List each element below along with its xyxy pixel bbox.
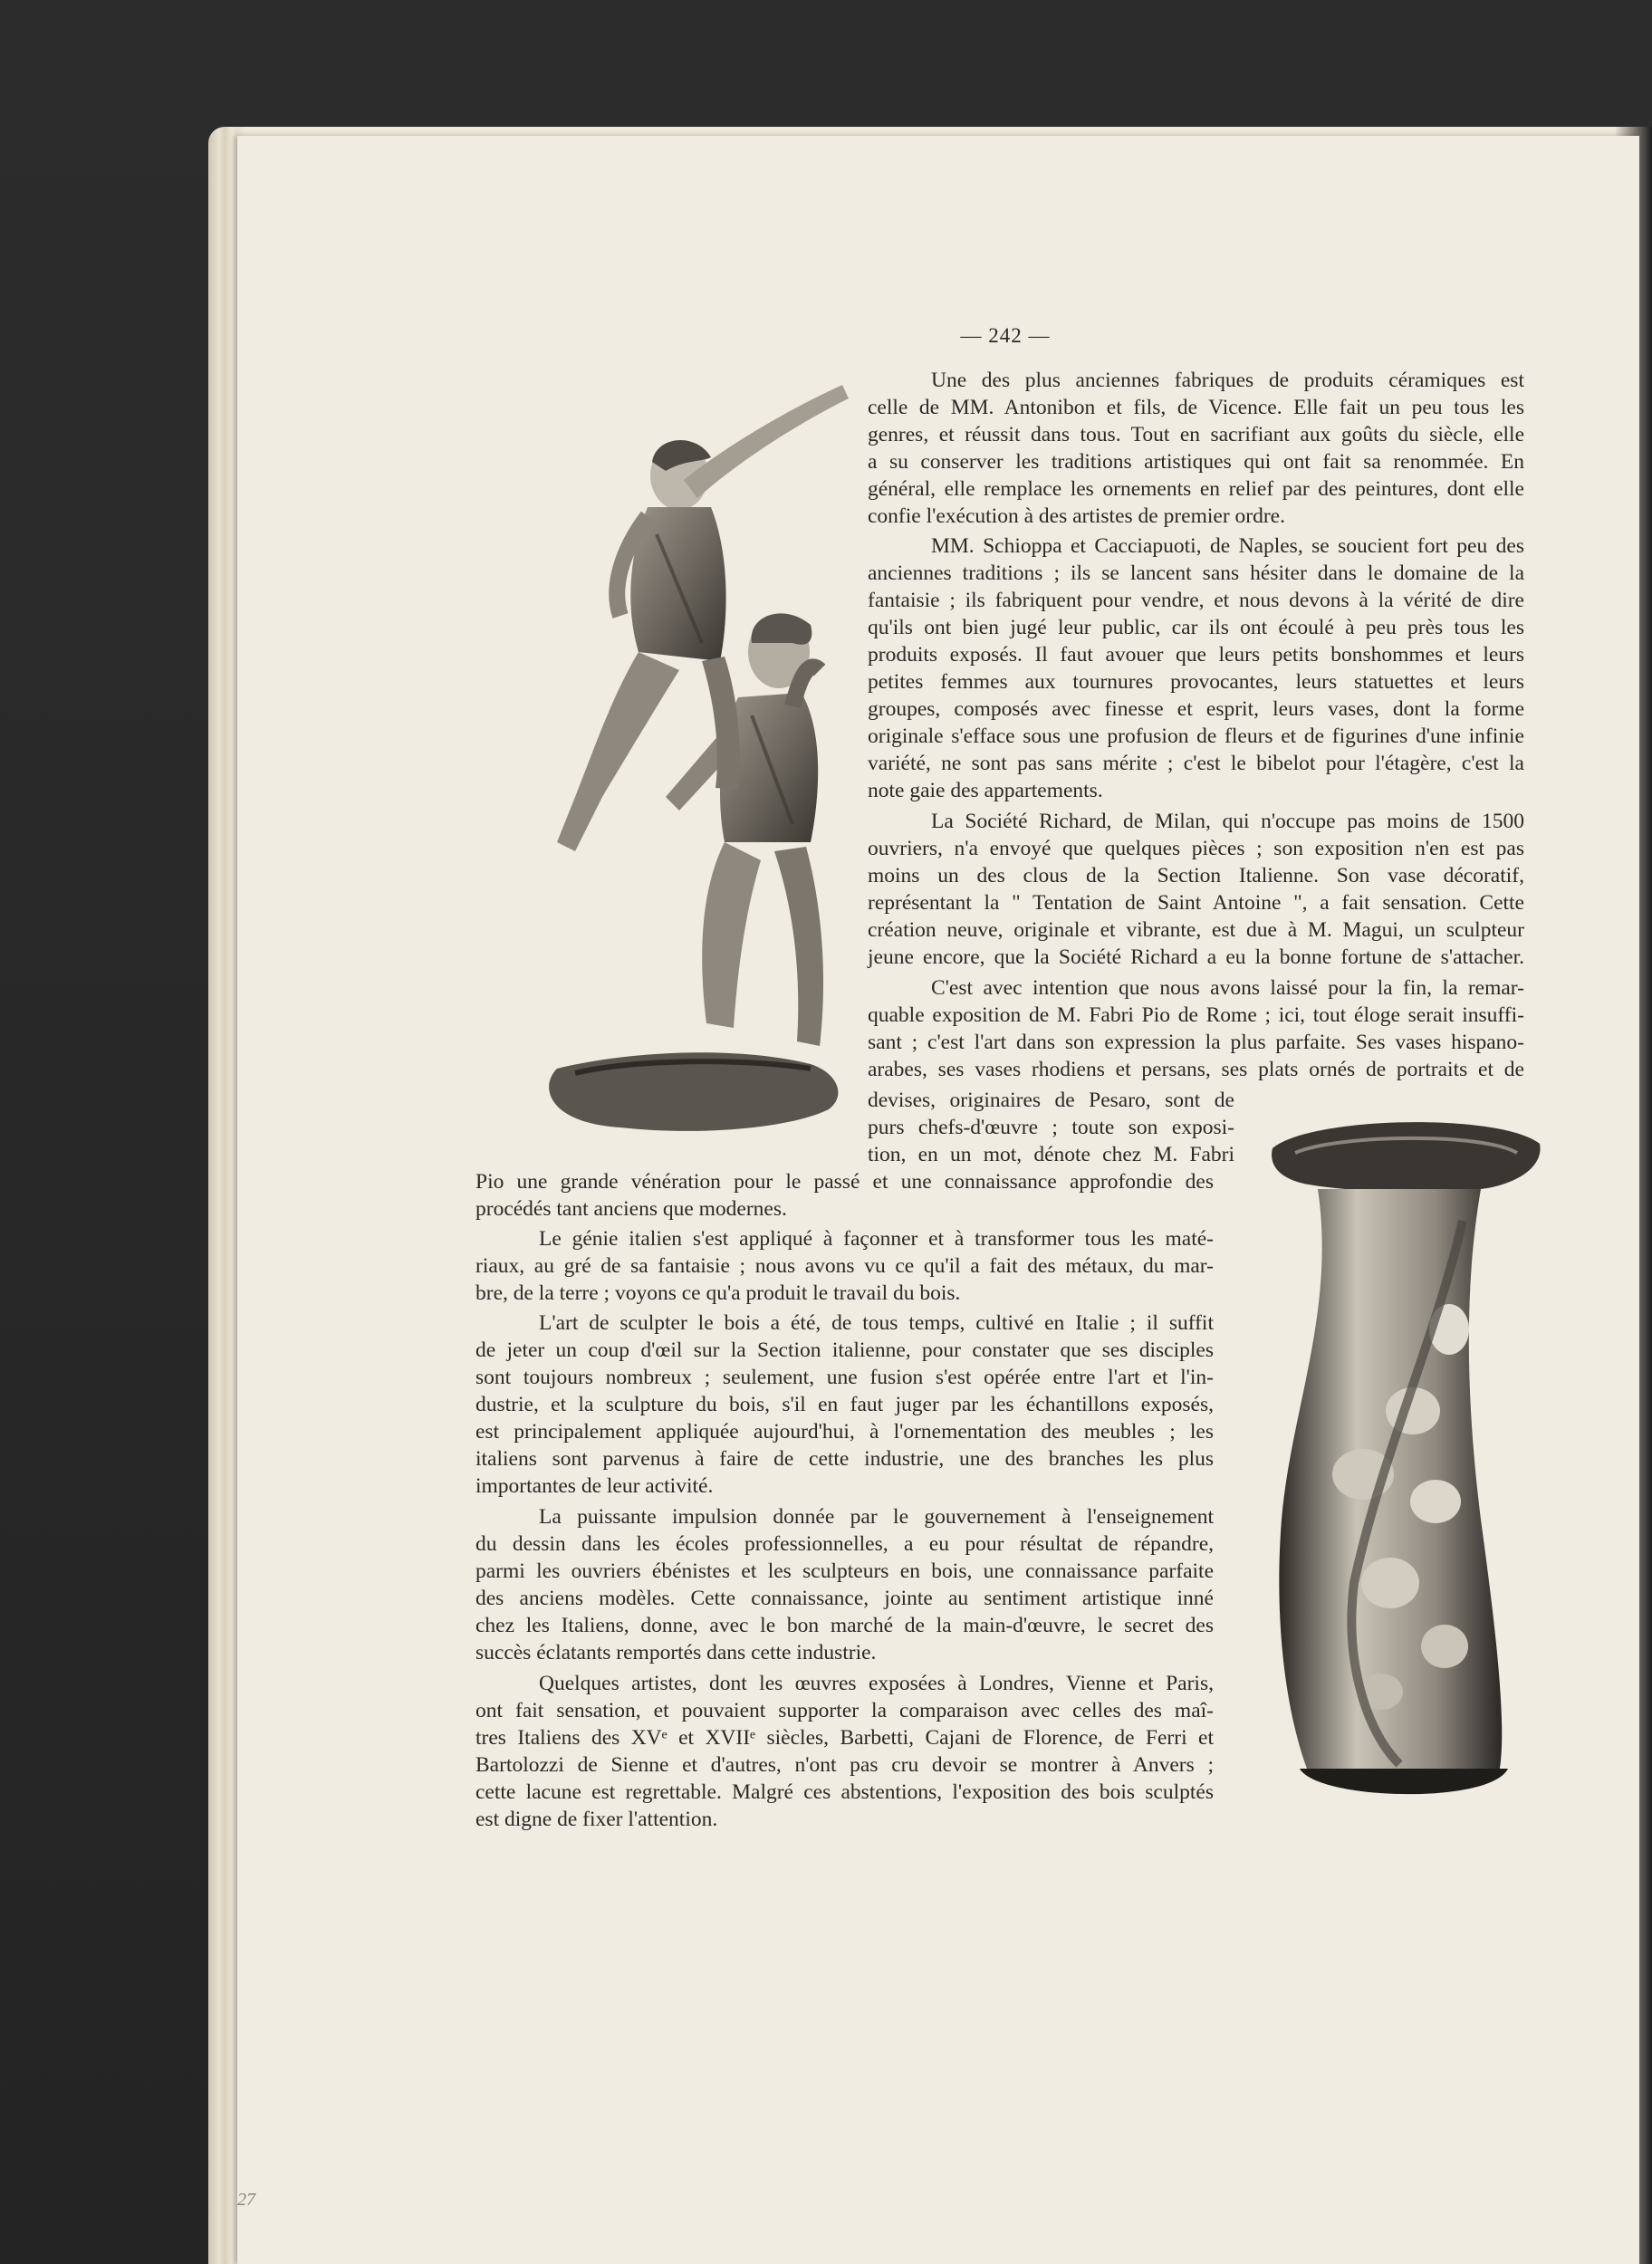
text-line: général, elle remplace les ornements en relief par des peintures, dont elle: [868, 477, 1524, 501]
text-line: bre, de la terre ; voyons ce qu'a produit le travail du bois.: [475, 1281, 961, 1305]
margin-note: 27: [237, 2190, 255, 2210]
page-number: — 242 —: [960, 324, 1051, 347]
text-line: L'art de sculpter le bois a été, de tous temps, cultivé en Italie ; il suffit: [539, 1311, 1214, 1335]
text-line: représentant la " Tentation de Saint Antoine ", a fait sensation. Cette: [868, 891, 1524, 915]
text-line: anciennes traditions ; ils se lancent sans hésiter dans le domaine de la: [868, 561, 1524, 585]
text-line: devises, originaires de Pesaro, sont de: [868, 1089, 1234, 1112]
text-line: Pio une grande vénération pour le passé et une connaissance approfondie des: [475, 1170, 1214, 1194]
text-line: sant ; c'est l'art dans son expression la plus parfaite. Ses vases hispano-: [868, 1031, 1524, 1054]
text-line: originale s'efface sous une profusion de fleurs et de figurines d'une infinie: [868, 724, 1524, 748]
text-line: groupes, composés avec finesse et esprit, leurs vases, dont la forme: [868, 697, 1524, 721]
text-line: jeune encore, que la Société Richard a eu la bonne fortune de s'attacher.: [868, 945, 1524, 969]
text-line: cette lacune est regrettable. Malgré ces abstentions, l'exposition des bois sculptés: [475, 1780, 1214, 1804]
text-line: Le génie italien s'est appliqué à façonner et à transformer tous les maté-: [539, 1227, 1214, 1251]
text-line: a su conserver les traditions artistiques qui ont fait sa renommée. En: [868, 450, 1524, 474]
text-line: parmi les ouvriers ébénistes et les sculpteurs en bois, une connaissance parfaite: [475, 1559, 1214, 1583]
text-line: quable exposition de M. Fabri Pio de Rome ; ici, tout éloge serait insuffi-: [868, 1003, 1524, 1027]
text-line: MM. Schioppa et Cacciapuoti, de Naples, se soucient fort peu des: [931, 534, 1524, 558]
text-line: dustrie, et la sculpture du bois, s'il en faut juger par les échantillons exposés,: [475, 1393, 1214, 1416]
text-line: italiens sont parvenus à faire de cette industrie, une des branches les plus: [475, 1447, 1214, 1471]
text-line: est principalement appliquée aujourd'hui, à l'ornementation des meubles ; les: [475, 1420, 1214, 1444]
text-line: moins un des clous de la Section Italienne. Son vase décoratif,: [868, 864, 1524, 887]
text-line: celle de MM. Antonibon et fils, de Vicence. Elle fait un peu tous les: [868, 396, 1524, 419]
text-line: purs chefs-d'œuvre ; toute son exposi-: [868, 1116, 1234, 1139]
text-line: qu'ils ont bien jugé leur public, car ils ont écoulé à peu près tous les: [868, 616, 1524, 639]
vase-illustration: [1254, 1112, 1553, 1818]
text-line: riaux, au gré de sa fantaisie ; nous avons vu ce qu'il a fait des métaux, du mar-: [475, 1254, 1214, 1278]
statue-illustration: [521, 371, 860, 1141]
text-line: note gaie des appartements.: [868, 779, 1103, 802]
text-line: Bartolozzi de Sienne et d'autres, n'ont pas cru devoir se montrer à Anvers ;: [475, 1753, 1214, 1777]
text-line: produits exposés. Il faut avouer que leurs petits bonshommes et leurs: [868, 643, 1524, 667]
text-line: La Société Richard, de Milan, qui n'occupe pas moins de 1500: [931, 810, 1524, 833]
text-line: La puissante impulsion donnée par le gouvernement à l'enseignement: [539, 1505, 1214, 1529]
text-line: est digne de fixer l'attention.: [475, 1808, 718, 1831]
text-line: succès éclatants remportés dans cette industrie.: [475, 1641, 877, 1664]
text-line: importantes de leur activité.: [475, 1474, 714, 1498]
text-line: arabes, ses vases rhodiens et persans, ses plats ornés de portraits et de: [868, 1058, 1524, 1081]
text-line: création neuve, originale et vibrante, est due à M. Magui, un sculpteur: [868, 918, 1524, 942]
text-line: fantaisie ; ils fabriquent pour vendre, et nous devons à la vérité de dire: [868, 589, 1524, 612]
text-line: variété, ne sont pas sans mérite ; c'est le bibelot pour l'étagère, c'est la: [868, 752, 1524, 775]
text-line: C'est avec intention que nous avons laissé pour la fin, la remar-: [931, 976, 1524, 1000]
text-line: tion, en un mot, dénote chez M. Fabri: [868, 1143, 1234, 1166]
text-line: de jeter un coup d'œil sur la Section italienne, pour constater que ses disciples: [475, 1338, 1214, 1362]
text-line: sont toujours nombreux ; seulement, une fusion s'est opérée entre l'art et l'in-: [475, 1366, 1214, 1389]
text-line: des anciens modèles. Cette connaissance, jointe au sentiment artistique inné: [475, 1587, 1214, 1610]
text-line: chez les Italiens, donne, avec le bon marché de la main-d'œuvre, le secret des: [475, 1614, 1214, 1637]
text-line: ont fait sensation, et pouvaient supporter la comparaison avec celles des maî-: [475, 1699, 1214, 1722]
text-line: du dessin dans les écoles professionnelles, a eu pour résultat de répandre,: [475, 1532, 1214, 1556]
text-line: ouvriers, n'a envoyé que quelques pièces ; son exposition n'en est pas: [868, 837, 1524, 860]
text-line: petites femmes aux tournures provocantes, leurs statuettes et leurs: [868, 670, 1524, 694]
text-line: confie l'exécution à des artistes de premier ordre.: [868, 504, 1285, 528]
text-line: Une des plus anciennes fabriques de produits céramiques est: [931, 369, 1524, 392]
text-line: procédés tant anciens que modernes.: [475, 1197, 787, 1221]
text-line: genres, et réussit dans tous. Tout en sacrifiant aux goûts du siècle, elle: [868, 423, 1524, 446]
text-line: tres Italiens des XVᵉ et XVIIᵉ siècles, Barbetti, Cajani de Florence, de Ferri et: [475, 1726, 1214, 1750]
text-line: Quelques artistes, dont les œuvres exposées à Londres, Vienne et Paris,: [539, 1672, 1214, 1695]
